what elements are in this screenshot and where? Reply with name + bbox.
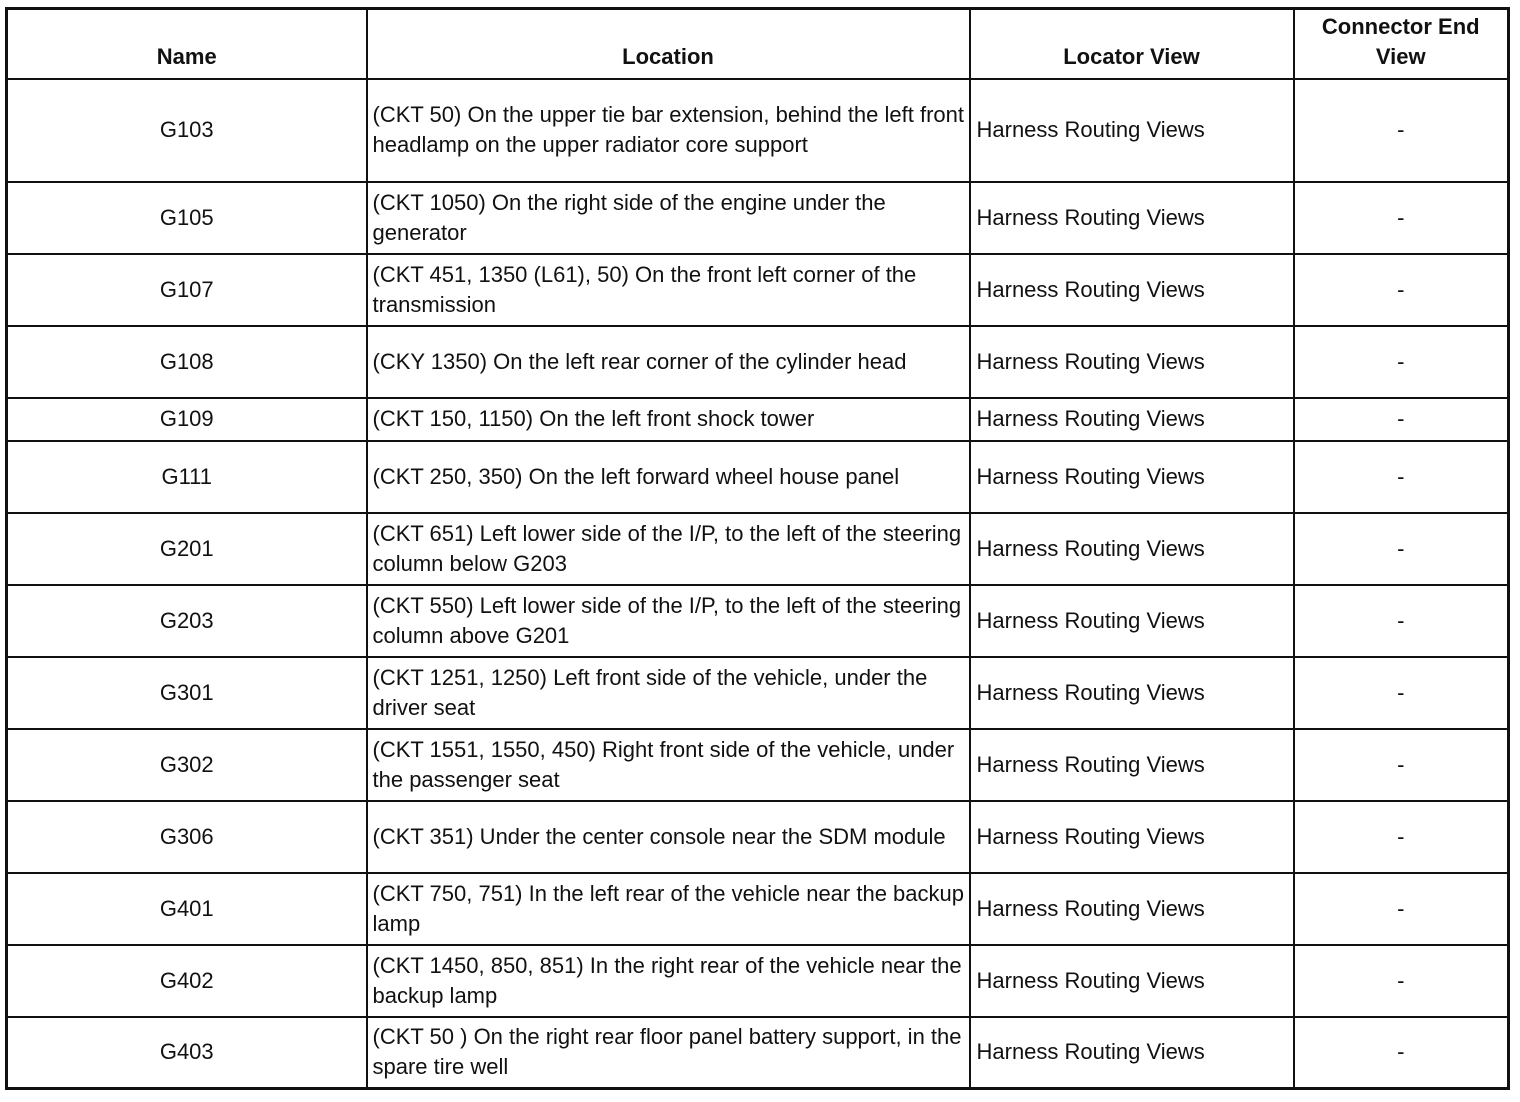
ground-location: (CKT 250, 350) On the left forward wheel house panel <box>367 441 970 513</box>
ground-name: G108 <box>7 326 367 398</box>
locator-view: Harness Routing Views <box>970 441 1294 513</box>
table-row <box>7 873 1509 945</box>
table-row <box>7 79 1509 182</box>
table-row <box>7 398 1509 441</box>
table-row <box>7 441 1509 513</box>
ground-location: (CKT 50 ) On the right rear floor panel battery support, in the spare tire well <box>367 1017 970 1089</box>
locator-view: Harness Routing Views <box>970 729 1294 801</box>
ground-name: G301 <box>7 657 367 729</box>
locator-view: Harness Routing Views <box>970 79 1294 182</box>
locator-view: Harness Routing Views <box>970 945 1294 1017</box>
connector-end-view: - <box>1294 254 1509 326</box>
ground-name: G402 <box>7 945 367 1017</box>
locator-view: Harness Routing Views <box>970 326 1294 398</box>
ground-name: G401 <box>7 873 367 945</box>
connector-end-view: - <box>1294 657 1509 729</box>
header-connector-end-view: Connector End View <box>1294 9 1509 79</box>
locator-view: Harness Routing Views <box>970 513 1294 585</box>
locator-view: Harness Routing Views <box>970 1017 1294 1089</box>
header-locator-view: Locator View <box>970 9 1294 79</box>
table-row <box>7 254 1509 326</box>
table-row <box>7 729 1509 801</box>
ground-location: (CKT 351) Under the center console near the SDM module <box>367 801 970 873</box>
table-row <box>7 182 1509 254</box>
ground-location: (CKT 1251, 1250) Left front side of the vehicle, under the driver seat <box>367 657 970 729</box>
ground-location: (CKT 651) Left lower side of the I/P, to the left of the steering column below G203 <box>367 513 970 585</box>
locator-view: Harness Routing Views <box>970 873 1294 945</box>
locator-view: Harness Routing Views <box>970 801 1294 873</box>
ground-location: (CKT 1551, 1550, 450) Right front side of the vehicle, under the passenger seat <box>367 729 970 801</box>
connector-end-view: - <box>1294 79 1509 182</box>
ground-location: (CKT 750, 751) In the left rear of the vehicle near the backup lamp <box>367 873 970 945</box>
connector-end-view: - <box>1294 182 1509 254</box>
connector-end-view: - <box>1294 398 1509 441</box>
ground-name: G201 <box>7 513 367 585</box>
ground-location: (CKT 550) Left lower side of the I/P, to the left of the steering column above G201 <box>367 585 970 657</box>
ground-location: (CKT 1050) On the right side of the engine under the generator <box>367 182 970 254</box>
table-row <box>7 326 1509 398</box>
ground-location: (CKT 150, 1150) On the left front shock tower <box>367 398 970 441</box>
ground-location: (CKT 50) On the upper tie bar extension, behind the left front headlamp on the upper radiator core support <box>367 79 970 182</box>
header-name: Name <box>7 9 367 79</box>
connector-end-view: - <box>1294 513 1509 585</box>
locator-view: Harness Routing Views <box>970 254 1294 326</box>
locator-view: Harness Routing Views <box>970 585 1294 657</box>
ground-name: G109 <box>7 398 367 441</box>
ground-name: G203 <box>7 585 367 657</box>
connector-end-view: - <box>1294 729 1509 801</box>
connector-end-view: - <box>1294 441 1509 513</box>
ground-name: G103 <box>7 79 367 182</box>
table-row <box>7 1017 1509 1089</box>
connector-end-view: - <box>1294 326 1509 398</box>
table-row <box>7 585 1509 657</box>
ground-name: G302 <box>7 729 367 801</box>
ground-name: G306 <box>7 801 367 873</box>
ground-locations-table <box>5 7 1510 1090</box>
locator-view: Harness Routing Views <box>970 182 1294 254</box>
header-row <box>7 9 1509 79</box>
ground-location: (CKY 1350) On the left rear corner of the cylinder head <box>367 326 970 398</box>
locator-view: Harness Routing Views <box>970 398 1294 441</box>
ground-name: G111 <box>7 441 367 513</box>
connector-end-view: - <box>1294 585 1509 657</box>
ground-name: G403 <box>7 1017 367 1089</box>
ground-location: (CKT 451, 1350 (L61), 50) On the front left corner of the transmission <box>367 254 970 326</box>
locator-view: Harness Routing Views <box>970 657 1294 729</box>
ground-name: G105 <box>7 182 367 254</box>
table-row <box>7 513 1509 585</box>
ground-name: G107 <box>7 254 367 326</box>
table-row <box>7 801 1509 873</box>
connector-end-view: - <box>1294 801 1509 873</box>
connector-end-view: - <box>1294 1017 1509 1089</box>
connector-end-view: - <box>1294 945 1509 1017</box>
ground-location: (CKT 1450, 850, 851) In the right rear of the vehicle near the backup lamp <box>367 945 970 1017</box>
header-location: Location <box>367 9 970 79</box>
table-row <box>7 945 1509 1017</box>
table-row <box>7 657 1509 729</box>
connector-end-view: - <box>1294 873 1509 945</box>
